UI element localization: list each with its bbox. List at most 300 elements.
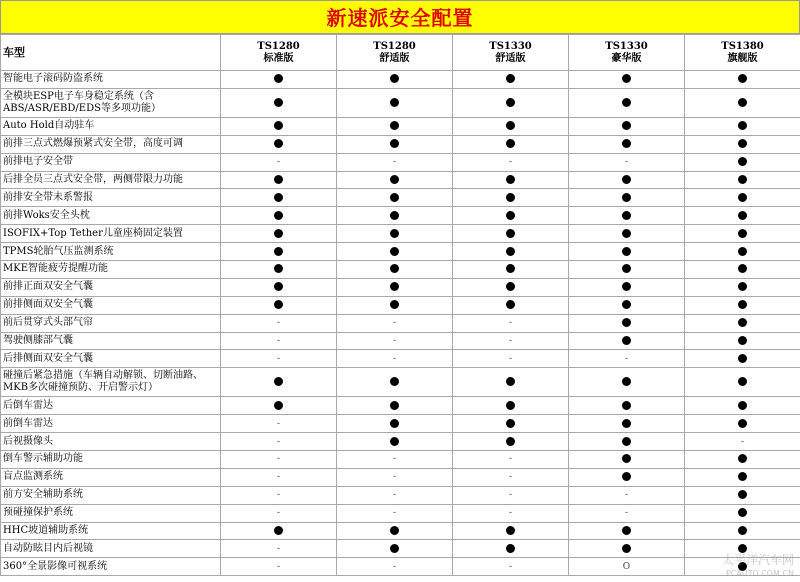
standard-dot-icon [506, 264, 515, 273]
standard-dot-icon [622, 175, 631, 184]
standard-dot-icon [738, 300, 747, 309]
model-trim: 豪华版 [611, 52, 642, 64]
not-available-value: - [624, 508, 629, 519]
feature-value-cell [337, 171, 453, 189]
feature-value-cell [453, 71, 569, 89]
not-available-value: - [508, 454, 513, 465]
feature-value-cell [221, 486, 337, 504]
feature-value-cell [569, 117, 685, 135]
feature-value-cell [453, 332, 569, 350]
standard-dot-icon [738, 175, 747, 184]
table-row [1, 189, 800, 207]
standard-dot-icon [622, 121, 631, 130]
feature-value-cell [569, 558, 685, 576]
model-header [685, 35, 800, 71]
standard-dot-icon [274, 377, 283, 386]
feature-name: 后倒车雷达 [1, 397, 221, 415]
model-trim: 舒适版 [379, 52, 410, 64]
not-available-value: - [276, 318, 281, 329]
not-available-value: - [276, 418, 281, 429]
feature-value-cell [569, 451, 685, 469]
feature-value-cell [337, 540, 453, 558]
feature-value-cell [337, 468, 453, 486]
feature-value-cell [685, 135, 800, 153]
standard-dot-icon [390, 193, 399, 202]
feature-value-cell [569, 153, 685, 171]
not-available-value: - [276, 454, 281, 465]
feature-value-cell [337, 261, 453, 279]
feature-value-cell [453, 135, 569, 153]
feature-name: 倒车警示辅助功能 [1, 451, 221, 469]
feature-value-cell [569, 486, 685, 504]
not-available-value: - [276, 543, 281, 554]
feature-value-cell [569, 261, 685, 279]
feature-value-cell [685, 261, 800, 279]
not-available-value: - [276, 336, 281, 347]
feature-value-cell [685, 451, 800, 469]
standard-dot-icon [738, 472, 747, 481]
feature-value-cell [221, 397, 337, 415]
feature-value-cell [685, 207, 800, 225]
standard-dot-icon [390, 211, 399, 220]
standard-dot-icon [506, 300, 515, 309]
model-trim: 旗舰版 [727, 52, 758, 64]
table-row [1, 171, 800, 189]
standard-dot-icon [390, 377, 399, 386]
page-title: 新速派安全配置 [0, 0, 800, 34]
table-row [1, 243, 800, 261]
standard-dot-icon [390, 437, 399, 446]
model-header [453, 35, 569, 71]
table-row [1, 153, 800, 171]
feature-value-cell [453, 522, 569, 540]
table-row [1, 486, 800, 504]
feature-value-cell [453, 433, 569, 451]
table-row [1, 433, 800, 451]
feature-value-cell [221, 225, 337, 243]
table-row [1, 540, 800, 558]
feature-value-cell [337, 350, 453, 368]
not-available-value: - [508, 490, 513, 501]
feature-value-cell [337, 153, 453, 171]
not-available-value: - [392, 454, 397, 465]
standard-dot-icon [274, 139, 283, 148]
watermark-url: PCAUTO.COM.CN [725, 569, 794, 578]
header-row [1, 35, 800, 71]
feature-value-cell [453, 225, 569, 243]
feature-value-cell [337, 207, 453, 225]
not-available-value: - [276, 157, 281, 168]
feature-value-cell [221, 468, 337, 486]
feature-value-cell [221, 278, 337, 296]
feature-value-cell [685, 171, 800, 189]
standard-dot-icon [738, 419, 747, 428]
standard-dot-icon [622, 336, 631, 345]
standard-dot-icon [506, 175, 515, 184]
standard-dot-icon [738, 544, 747, 553]
feature-value-cell [569, 522, 685, 540]
standard-dot-icon [622, 544, 631, 553]
model-code: TS1280 [257, 40, 300, 52]
table-row [1, 88, 800, 117]
feature-value-cell [453, 278, 569, 296]
not-available-value: - [392, 490, 397, 501]
table-row [1, 278, 800, 296]
feature-value-cell [685, 296, 800, 314]
feature-value-cell [221, 504, 337, 522]
feature-value-cell [453, 558, 569, 576]
not-available-value: - [508, 561, 513, 572]
model-code: TS1330 [605, 40, 648, 52]
table-row [1, 296, 800, 314]
feature-value-cell [685, 522, 800, 540]
not-available-value: - [392, 508, 397, 519]
feature-value-cell [685, 415, 800, 433]
feature-value-cell [569, 243, 685, 261]
not-available-value: - [276, 561, 281, 572]
feature-value-cell [569, 88, 685, 117]
standard-dot-icon [738, 490, 747, 499]
watermark [722, 554, 794, 580]
standard-dot-icon [274, 401, 283, 410]
feature-name: 碰撞后紧急措施（车辆自动解锁、切断油路、MKB多次碰撞预防、开启警示灯） [1, 368, 221, 397]
feature-name: 自动防眩目内后视镜 [1, 540, 221, 558]
standard-dot-icon [622, 401, 631, 410]
feature-value-cell [337, 135, 453, 153]
feature-value-cell [569, 332, 685, 350]
standard-dot-icon [274, 282, 283, 291]
standard-dot-icon [738, 229, 747, 238]
standard-dot-icon [390, 526, 399, 535]
table-row [1, 225, 800, 243]
standard-dot-icon [274, 526, 283, 535]
not-available-value: - [276, 508, 281, 519]
feature-value-cell [337, 522, 453, 540]
table-row [1, 368, 800, 397]
feature-value-cell [685, 278, 800, 296]
standard-dot-icon [506, 437, 515, 446]
feature-value-cell [337, 278, 453, 296]
feature-value-cell [453, 368, 569, 397]
standard-dot-icon [506, 377, 515, 386]
table-row [1, 415, 800, 433]
feature-value-cell [685, 88, 800, 117]
watermark-text: 太平洋汽车网 [721, 553, 794, 567]
table-row [1, 117, 800, 135]
feature-value-cell [685, 189, 800, 207]
not-available-value: - [276, 490, 281, 501]
model-code: TS1280 [373, 40, 416, 52]
feature-name: ISOFIX+Top Tether儿童座椅固定装置 [1, 225, 221, 243]
feature-value-cell [569, 171, 685, 189]
feature-value-cell [569, 368, 685, 397]
standard-dot-icon [274, 175, 283, 184]
feature-value-cell [337, 415, 453, 433]
standard-dot-icon [506, 193, 515, 202]
feature-value-cell [453, 261, 569, 279]
standard-dot-icon [390, 139, 399, 148]
standard-dot-icon [506, 98, 515, 107]
table-row [1, 522, 800, 540]
standard-dot-icon [622, 98, 631, 107]
standard-dot-icon [274, 193, 283, 202]
not-available-value: - [392, 318, 397, 329]
feature-value-cell [221, 117, 337, 135]
feature-name: 前排正面双安全气囊 [1, 278, 221, 296]
feature-value-cell [685, 225, 800, 243]
feature-value-cell [569, 397, 685, 415]
standard-dot-icon [274, 74, 283, 83]
feature-value-cell [685, 117, 800, 135]
standard-dot-icon [506, 419, 515, 428]
standard-dot-icon [738, 318, 747, 327]
standard-dot-icon [738, 526, 747, 535]
feature-name: MKE智能疲劳提醒功能 [1, 261, 221, 279]
standard-dot-icon [738, 211, 747, 220]
standard-dot-icon [622, 526, 631, 535]
feature-value-cell [685, 397, 800, 415]
feature-value-cell [569, 415, 685, 433]
standard-dot-icon [274, 121, 283, 130]
feature-value-cell [685, 332, 800, 350]
not-available-value: - [392, 561, 397, 572]
not-available-value: - [624, 490, 629, 501]
feature-name: 驾驶侧膝部气囊 [1, 332, 221, 350]
feature-value-cell [221, 243, 337, 261]
feature-value-cell [221, 189, 337, 207]
standard-dot-icon [738, 74, 747, 83]
model-header [337, 35, 453, 71]
model-header [221, 35, 337, 71]
standard-dot-icon [622, 437, 631, 446]
standard-dot-icon [390, 175, 399, 184]
feature-value-cell [453, 397, 569, 415]
standard-dot-icon [274, 211, 283, 220]
table-row [1, 314, 800, 332]
standard-dot-icon [622, 377, 631, 386]
feature-value-cell [569, 468, 685, 486]
standard-dot-icon [390, 544, 399, 553]
not-available-value: - [624, 353, 629, 364]
standard-dot-icon [738, 377, 747, 386]
config-rows [1, 71, 800, 576]
standard-dot-icon [506, 211, 515, 220]
feature-name: Auto Hold自动驻车 [1, 117, 221, 135]
standard-dot-icon [390, 282, 399, 291]
feature-value-cell [685, 368, 800, 397]
standard-dot-icon [390, 74, 399, 83]
feature-name: 后排全员三点式安全带，两侧带限力功能 [1, 171, 221, 189]
feature-value-cell [221, 368, 337, 397]
feature-name: 前方安全辅助系统 [1, 486, 221, 504]
feature-name: 后排侧面双安全气囊 [1, 350, 221, 368]
not-available-value: - [740, 436, 745, 447]
not-available-value: - [392, 157, 397, 168]
feature-value-cell [685, 71, 800, 89]
feature-name: 360°全景影像可视系统 [1, 558, 221, 576]
feature-value-cell [569, 433, 685, 451]
feature-value-cell [685, 153, 800, 171]
feature-value-cell [569, 135, 685, 153]
feature-value-cell [221, 558, 337, 576]
standard-dot-icon [622, 193, 631, 202]
feature-value-cell [337, 558, 453, 576]
feature-name: 全模块ESP电子车身稳定系统（含ABS/ASR/EBD/EDS等多项功能） [1, 88, 221, 117]
standard-dot-icon [506, 401, 515, 410]
feature-value-cell [569, 225, 685, 243]
standard-dot-icon [506, 121, 515, 130]
feature-value-cell [453, 88, 569, 117]
standard-dot-icon [506, 139, 515, 148]
feature-value-cell [453, 189, 569, 207]
feature-name: 前倒车雷达 [1, 415, 221, 433]
standard-dot-icon [622, 264, 631, 273]
table-row [1, 558, 800, 576]
standard-dot-icon [738, 157, 747, 166]
standard-dot-icon [622, 74, 631, 83]
table-row [1, 135, 800, 153]
standard-dot-icon [738, 139, 747, 148]
standard-dot-icon [738, 247, 747, 256]
not-available-value: - [392, 472, 397, 483]
feature-value-cell [337, 368, 453, 397]
feature-value-cell [453, 540, 569, 558]
feature-value-cell [221, 88, 337, 117]
feature-value-cell [337, 486, 453, 504]
feature-value-cell [569, 278, 685, 296]
standard-dot-icon [506, 247, 515, 256]
standard-dot-icon [622, 454, 631, 463]
feature-column-header: 车型 [1, 35, 221, 71]
feature-value-cell [337, 451, 453, 469]
table-row [1, 207, 800, 225]
not-available-value: - [508, 318, 513, 329]
standard-dot-icon [738, 354, 747, 363]
standard-dot-icon [390, 264, 399, 273]
feature-value-cell [337, 189, 453, 207]
feature-value-cell [453, 314, 569, 332]
feature-name: 前排Woks安全头枕 [1, 207, 221, 225]
feature-name: 盲点监测系统 [1, 468, 221, 486]
feature-name: TPMS轮胎气压监测系统 [1, 243, 221, 261]
not-available-value: - [508, 336, 513, 347]
not-available-value: - [392, 336, 397, 347]
standard-dot-icon [390, 98, 399, 107]
standard-dot-icon [390, 247, 399, 256]
standard-dot-icon [506, 229, 515, 238]
feature-value-cell [221, 261, 337, 279]
feature-value-cell [221, 207, 337, 225]
standard-dot-icon [622, 300, 631, 309]
feature-value-cell [685, 314, 800, 332]
standard-dot-icon [738, 98, 747, 107]
feature-value-cell [453, 468, 569, 486]
standard-dot-icon [622, 247, 631, 256]
feature-value-cell [337, 225, 453, 243]
table-row [1, 397, 800, 415]
feature-value-cell [337, 332, 453, 350]
standard-dot-icon [622, 282, 631, 291]
feature-value-cell [453, 415, 569, 433]
feature-value-cell [453, 171, 569, 189]
feature-value-cell [337, 117, 453, 135]
feature-value-cell [453, 486, 569, 504]
feature-name: 前排电子安全带 [1, 153, 221, 171]
feature-value-cell [453, 243, 569, 261]
table-row [1, 504, 800, 522]
feature-name: 后视摄像头 [1, 433, 221, 451]
table-row [1, 468, 800, 486]
standard-dot-icon [390, 229, 399, 238]
feature-value-cell [453, 153, 569, 171]
model-code: TS1330 [489, 40, 532, 52]
feature-value-cell [221, 314, 337, 332]
feature-value-cell [221, 350, 337, 368]
not-available-value: - [508, 508, 513, 519]
model-header [569, 35, 685, 71]
feature-name: 预碰撞保护系统 [1, 504, 221, 522]
standard-dot-icon [738, 193, 747, 202]
feature-value-cell [221, 433, 337, 451]
feature-value-cell [337, 88, 453, 117]
feature-value-cell [685, 350, 800, 368]
feature-value-cell [685, 468, 800, 486]
not-available-value: - [508, 157, 513, 168]
feature-value-cell [337, 243, 453, 261]
standard-dot-icon [738, 121, 747, 130]
feature-value-cell [569, 350, 685, 368]
standard-dot-icon [274, 247, 283, 256]
standard-dot-icon [622, 139, 631, 148]
standard-dot-icon [622, 211, 631, 220]
feature-value-cell [453, 504, 569, 522]
not-available-value: - [508, 353, 513, 364]
standard-dot-icon [738, 454, 747, 463]
model-trim: 舒适版 [495, 52, 526, 64]
feature-value-cell [337, 397, 453, 415]
feature-value-cell [337, 433, 453, 451]
standard-dot-icon [622, 229, 631, 238]
standard-dot-icon [506, 544, 515, 553]
feature-name: 前排三点式燃爆预紧式安全带，高度可调 [1, 135, 221, 153]
feature-value-cell [221, 135, 337, 153]
table-row [1, 261, 800, 279]
table-row [1, 71, 800, 89]
feature-value-cell [221, 415, 337, 433]
not-available-value: - [508, 472, 513, 483]
feature-value-cell [685, 243, 800, 261]
feature-value-cell [221, 171, 337, 189]
standard-dot-icon [738, 264, 747, 273]
model-code: TS1380 [721, 40, 764, 52]
standard-dot-icon [506, 282, 515, 291]
not-available-value: - [276, 353, 281, 364]
feature-value-cell [221, 71, 337, 89]
feature-value-cell [221, 451, 337, 469]
standard-dot-icon [738, 336, 747, 345]
standard-dot-icon [390, 121, 399, 130]
standard-dot-icon [622, 419, 631, 428]
feature-value-cell [569, 71, 685, 89]
model-trim: 标准版 [263, 52, 294, 64]
standard-dot-icon [506, 526, 515, 535]
standard-dot-icon [274, 98, 283, 107]
feature-value-cell [569, 540, 685, 558]
standard-dot-icon [622, 472, 631, 481]
feature-name: HHC坡道辅助系统 [1, 522, 221, 540]
feature-value-cell [453, 451, 569, 469]
not-available-value: - [392, 353, 397, 364]
